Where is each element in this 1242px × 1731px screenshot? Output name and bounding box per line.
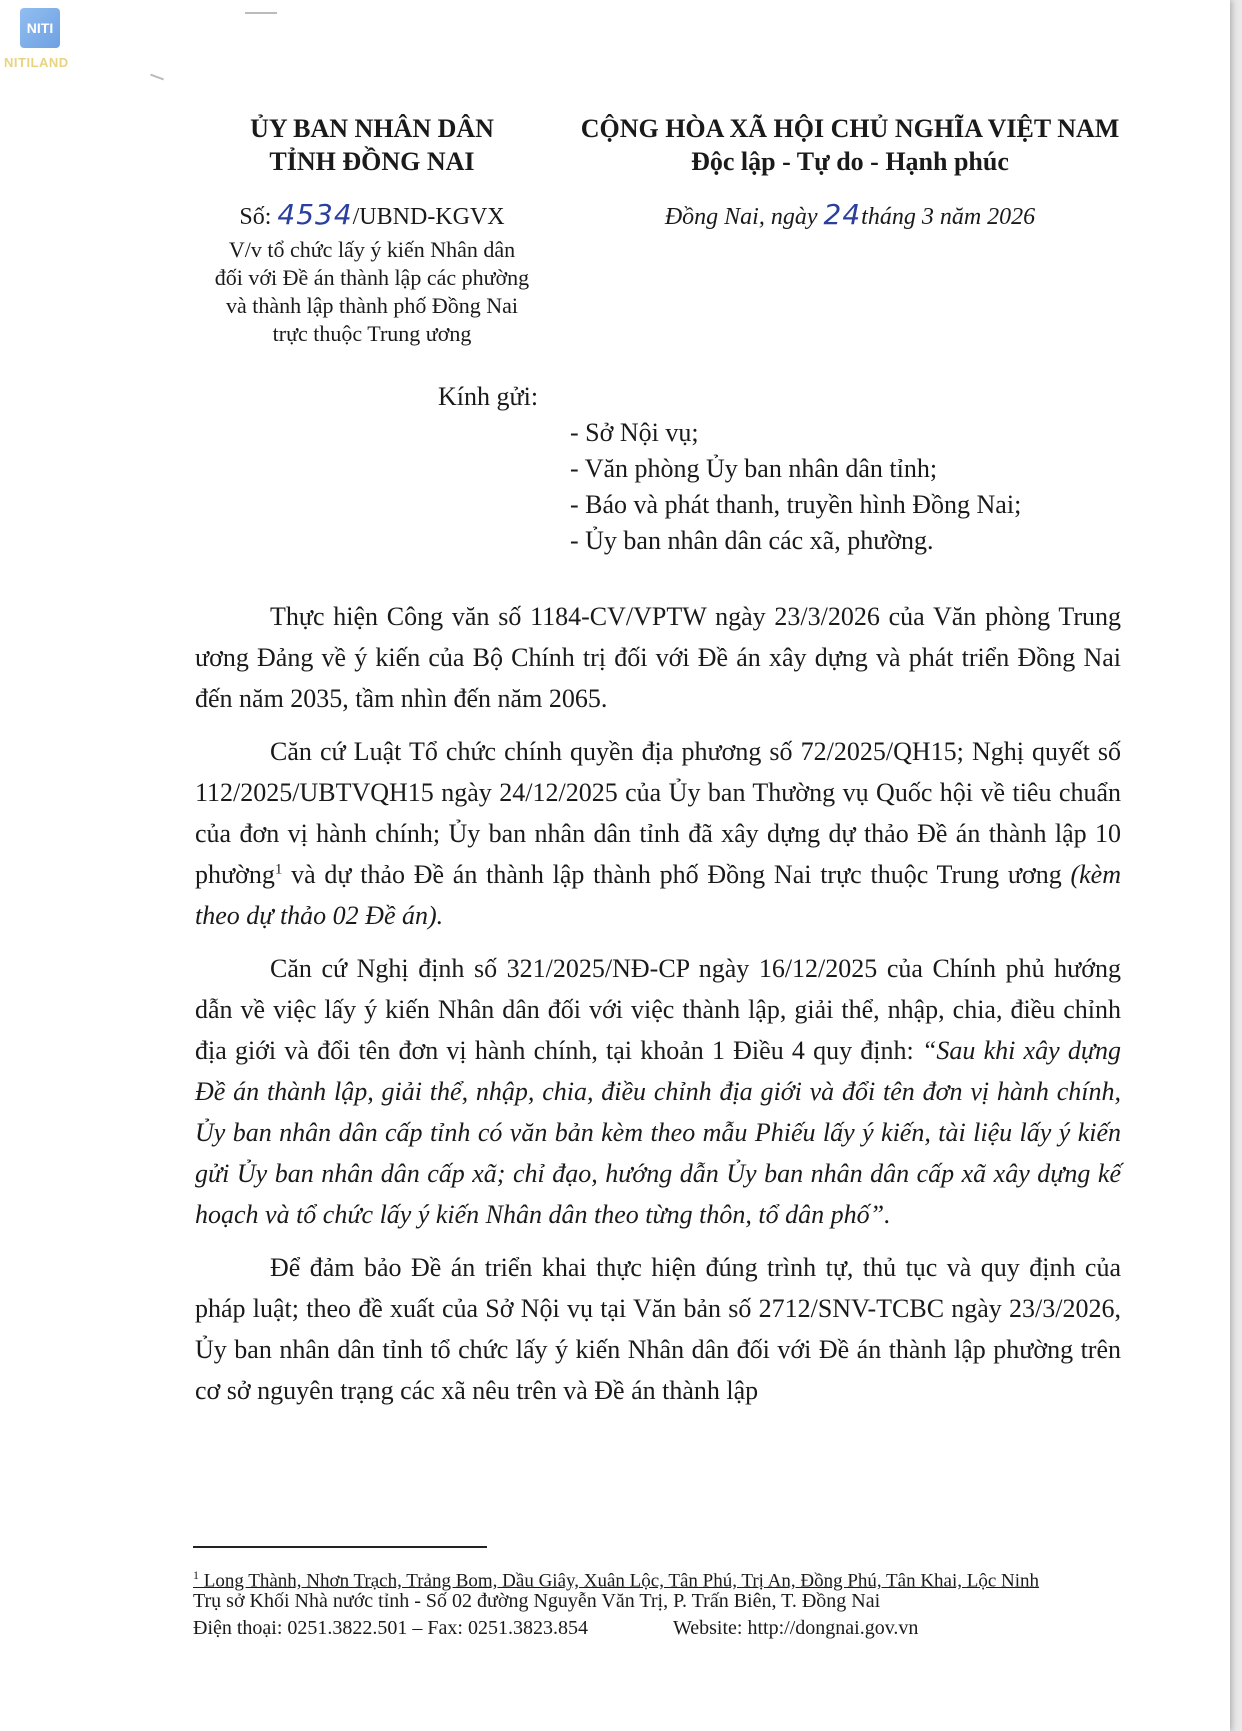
footnote-text: Long Thành, Nhơn Trạch, Trảng Bom, Dầu Giây, Xuân Lộc, Tân Phú, Trị An, Đồng Phú, Tân Khai, Lộc Ninh <box>199 1570 1040 1592</box>
recipient-item: - Ủy ban nhân dân các xã, phường. <box>570 526 934 555</box>
paragraph-2 <box>195 731 1121 936</box>
footnote-ref: 1 <box>274 861 283 878</box>
subject-line: V/v tổ chức lấy ý kiến Nhân dân <box>228 237 516 262</box>
letter-body <box>195 596 1121 1423</box>
niti-logo <box>20 8 60 48</box>
brand-watermark: NITILAND <box>4 55 69 70</box>
recipient-item: - Sở Nội vụ; <box>570 418 699 447</box>
agency-header <box>172 112 572 178</box>
paragraph-2-text-cont: và dự thảo Đề án thành lập thành phố Đồng Nai trực thuộc Trung ương <box>282 860 1071 889</box>
paragraph-2-text: Căn cứ Luật Tổ chức chính quyền địa phương số 72/2025/QH15; Nghị quyết số 112/2025/UBTVQH15 ngày 24/12/2025 của Ủy ban Thường vụ Quốc hội về tiêu chuẩn của đơn vị hành chính; Ủy ban nhân dân tỉnh đã xây dựng dự thảo Đề án thành lập 10 phường <box>195 737 1121 889</box>
recipient-list <box>570 415 1021 559</box>
recipient-item: - Báo và phát thanh, truyền hình Đồng Nai; <box>570 490 1022 519</box>
footer-website[interactable]: Website: http://dongnai.gov.vn <box>673 1617 919 1639</box>
number-code: /UBND-KGVX <box>352 204 505 230</box>
salutation: Kính gửi: <box>438 382 539 411</box>
paragraph-3-quote: “Sau khi xây dựng Đề án thành lập, giải thể, nhập, chia, điều chỉnh địa giới và đổi tên đơn vị hành chính, Ủy ban nhân dân cấp tỉnh có văn bản kèm theo mẫu Phiếu lấy ý kiến, tài liệu lấy ý kiến gửi Ủy ban nhân dân cấp xã; chỉ đạo, hướng dẫn Ủy ban nhân dân cấp xã xây dựng kế hoạch và tổ chức lấy ý kiến Nhân dân theo từng thôn, tổ dân phố”. <box>195 1036 1122 1229</box>
nation-motto: Độc lập - Tự do - Hạnh phúc <box>691 147 1009 176</box>
paragraph-3-text: Căn cứ Nghị định số 321/2025/NĐ-CP ngày 16/12/2025 của Chính phủ hướng dẫn về việc lấy ý kiến Nhân dân đối với việc thành lập, giải thể, nhập, chia, điều chỉnh địa giới và đổi tên đơn vị hành chính, tại khoản 1 Điều 4 quy định: <box>195 954 1121 1065</box>
subject-line: và thành lập thành phố Đồng Nai <box>225 293 519 318</box>
scan-mark <box>150 74 164 81</box>
paragraph-4: Để đảm bảo Đề án triển khai thực hiện đúng trình tự, thủ tục và quy định của pháp luật; theo đề xuất của Sở Nội vụ tại Văn bản số 2712/SNV-TCBC ngày 23/3/2026, Ủy ban nhân dân tỉnh tổ chức lấy ý kiến Nhân dân đối với Đề án thành lập phường trên cơ sở nguyên trạng các xã nêu trên và Đề án thành lập <box>195 1253 1121 1405</box>
paragraph-1: Thực hiện Công văn số 1184-CV/VPTW ngày 23/3/2026 của Văn phòng Trung ương Đảng về ý kiến của Bộ Chính trị đối với Đề án xây dựng và phát triển Đồng Nai đến năm 2035, tầm nhìn đến năm 2065. <box>195 602 1121 713</box>
nation-line-1: CỘNG HÒA XÃ HỘI CHỦ NGHĨA VIỆT NAM <box>580 114 1120 143</box>
subject-line: trực thuộc Trung ương <box>272 321 472 346</box>
letter-footer <box>193 1588 1143 1642</box>
agency-line-1: ỦY BAN NHÂN DÂN <box>250 114 494 143</box>
date-rest: tháng 3 năm 2026 <box>861 204 1036 230</box>
paragraph-3 <box>195 948 1121 1235</box>
handwritten-number: 4534 <box>277 198 353 231</box>
footnote-mark: 1 <box>193 1568 199 1582</box>
footer-phone: Điện thoại: 0251.3822.501 – Fax: 0251.3823.854 <box>193 1617 588 1639</box>
paragraph-2-italic: (kèm theo dự thảo 02 Đề án). <box>195 860 1121 930</box>
footnote-divider <box>193 1546 487 1548</box>
number-label: Số: <box>239 204 272 230</box>
document-date <box>560 200 1140 232</box>
document-number <box>172 200 572 232</box>
national-header <box>560 112 1140 178</box>
footer-contact <box>193 1615 1143 1642</box>
footer-address: Trụ sở Khối Nhà nước tỉnh - Số 02 đường Nguyễn Văn Trị, P. Trấn Biên, T. Đồng Nai <box>193 1590 881 1612</box>
document-subject <box>172 236 572 348</box>
recipient-item: - Văn phòng Ủy ban nhân dân tỉnh; <box>570 454 938 483</box>
agency-line-2: TỈNH ĐỒNG NAI <box>269 147 475 176</box>
date-place: Đồng Nai, ngày <box>664 204 818 230</box>
logo-text: NITI <box>26 20 54 36</box>
handwritten-day: 24 <box>823 198 862 231</box>
scan-mark <box>245 12 277 14</box>
subject-line: đối với Đề án thành lập các phường <box>214 265 530 290</box>
